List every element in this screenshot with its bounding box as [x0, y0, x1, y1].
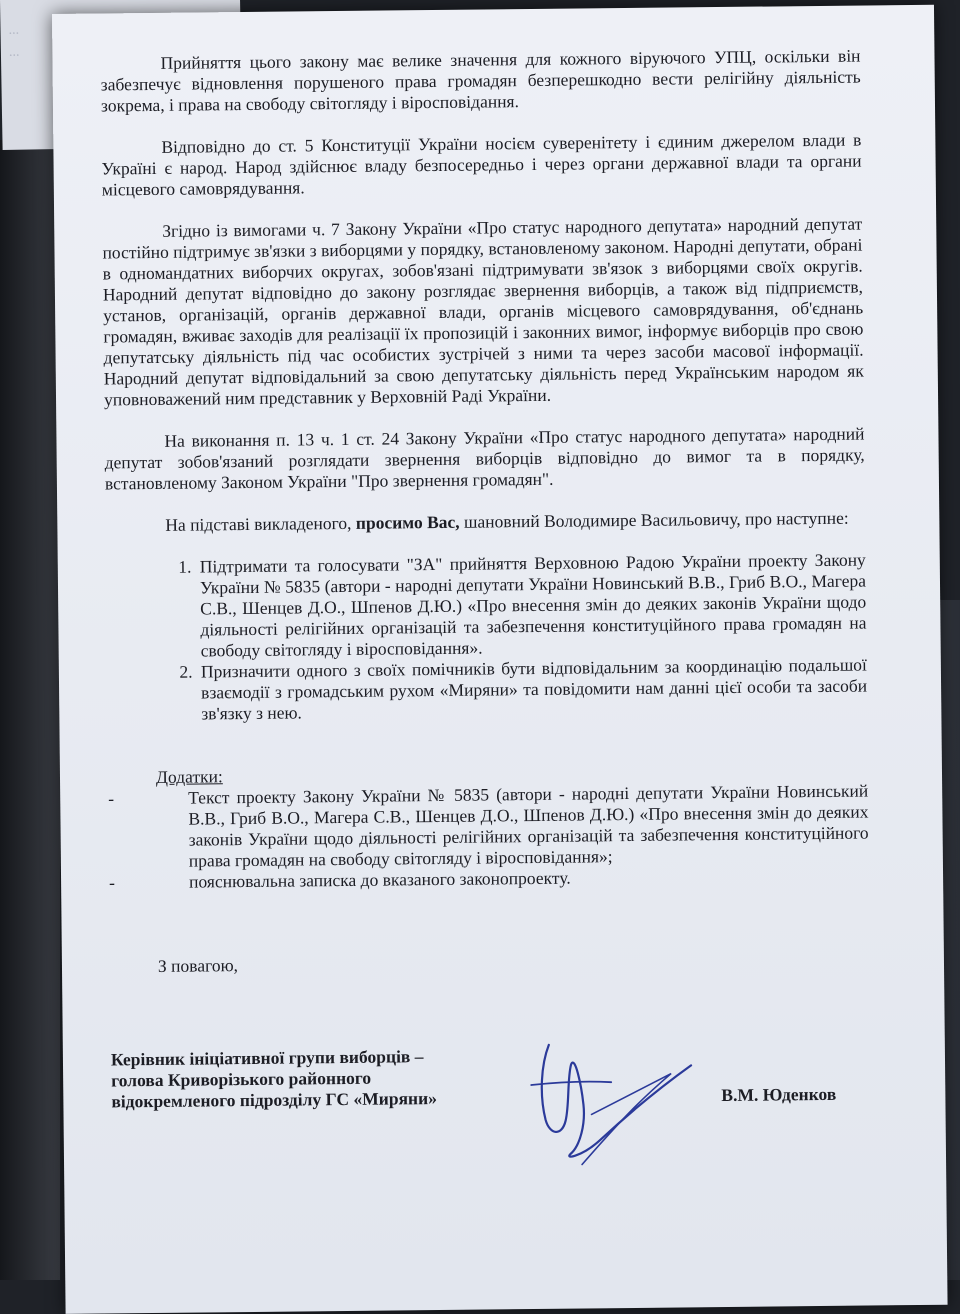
- letter-body: [100, 46, 870, 978]
- paragraph-2: Відповідно до ст. 5 Конституції України носієм суверенітету і єдиним джерелом влади в Україні є народ. Народ здійснює владу безпосередньо і через органи державної влади та органи місцевого самоврядування.: [101, 129, 862, 200]
- underlying-paper-text: ... ...: [8, 22, 20, 60]
- request-emphasis: просимо Вас,: [355, 511, 460, 533]
- request-list: [106, 550, 868, 726]
- handwritten-signature: [521, 1023, 703, 1175]
- appendix-title: Додатки:: [155, 766, 223, 787]
- paragraph-1: Прийняття цього закону має велике значення для кожного віруючого УПЦ, оскільки він забезпечує відновлення порушеного права громадян безперешкодно вести релігійну діяльність зокрема, і права на свободу світогляду і віросповідання.: [100, 45, 861, 116]
- signature-block: [111, 1041, 932, 1170]
- signer-title: Керівник ініціативної групи виборців – голова Криворізького районного відокремленого підрозділу ГС «Миряни»: [110, 1046, 437, 1112]
- paragraph-3: Згідно із вимогами ч. 7 Закону України «Про статус народного депутата» народний депутат постійно підтримує зв'язки з виборцями у порядку, встановленому законом. Народні депутати, обрані в одномандатних виборчих округах, зобов'язані підтримувати зв'язок з виборцями своїх округів. Народний депутат відповідно до закону розглядає звернення виборців, а також від підприємств, установ, організацій, органів державної влади, органів місцевого самоврядування, об'єднань громадян, вживає заходів для реалізації їх пропозицій і законних вимог, інформує виборців про свою депутатську діяльність під час особистих зустрічей з ними та через засоби масової інформації. Народний депутат відповідальний за свою депутатську діяльність перед Українським народом як уповноважений ним представник у Верховній Раді України.: [102, 213, 864, 410]
- signer-name: В.М. Юденков: [721, 1083, 837, 1106]
- request-item-2: 2. Призначити одного з своїх помічників бути відповідальним за координацію подальшої взаємодії з громадським рухом «Миряни» та повідомити нам данні цієї особи та засоби зв'язку з нею.: [197, 655, 868, 725]
- appendix-item-1: - Текст проекту Закону України № 5835 (автори - народні депутати України Новинський В.В., Гриб В.О., Магера С.В., Шенцев Д.О., Шпенов Д.Ю.) «Про внесення змін до деяких законів України щодо діяльності релігійних організацій та забезпечення конституційного права громадян на свободу світогляду і віросповідання»;: [108, 780, 869, 872]
- letter-sheet: [52, 5, 948, 1314]
- background-left: [0, 140, 60, 1280]
- request-item-1: 1. Підтримати та голосувати "ЗА" прийняття Верховною Радою України проекту Закону України № 5835 (автори - народні депутати України Новинський В.В., Гриб В.О., Магера С.В., Шенцев Д.О., Шпенов Д.Ю.) «Про внесення змін до деяких законів України щодо діяльності релігійних організацій та забезпечення конституційного права громадян на свободу світогляду і віросповідання».: [196, 550, 867, 662]
- greeting: З повагою,: [157, 955, 239, 976]
- paragraph-4: На виконання п. 13 ч. 1 ст. 24 Закону України «Про статус народного депутата» народний депутат зобов'язаний розглядати звернення виборців відповідно до вимог та в порядку, встановленому Законом України "Про звернення громадян".: [104, 423, 865, 494]
- paragraph-5: На підставі викладеного, просимо Вас, шановний Володимире Васильовичу, про наступне:: [165, 507, 849, 535]
- appendix-item-2: - пояснювальна записка до вказаного законопроекту.: [109, 864, 869, 893]
- appendix-list: [108, 780, 869, 893]
